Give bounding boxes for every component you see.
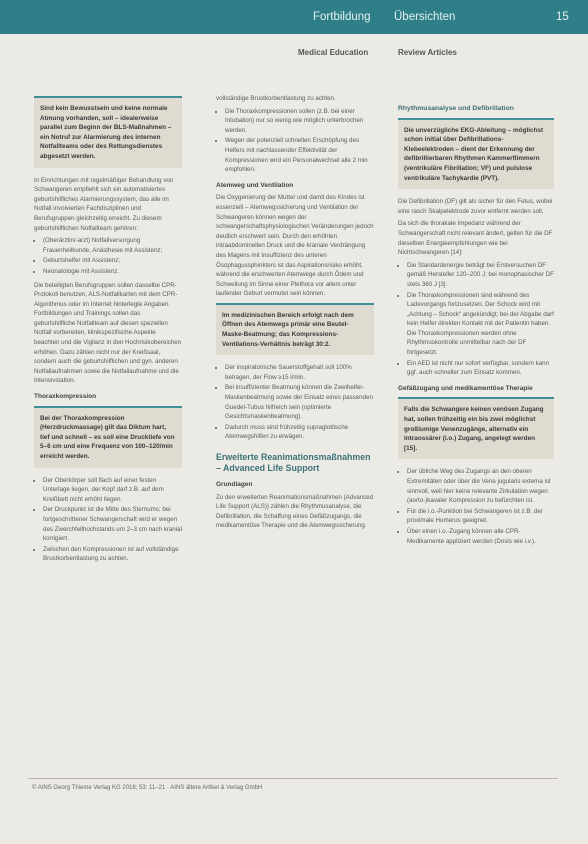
paragraph: Zu den erweiterten Reanimationsmaßnahmen (Advanced Life Support (ALS)) zählen die Rhythmusanalyse, die Defibrillation, die Schaffung eines Gefäßzugangs, die medikamentöse Therapie und die Atemwegssicherung. bbox=[216, 493, 374, 530]
list-item: • Geburtshelfer mit Assistenz; bbox=[43, 256, 182, 266]
section-label-review-articles: Review Articles bbox=[398, 48, 457, 57]
header-section-label: Fortbildung bbox=[313, 11, 371, 23]
highlight-box-breathing: Sind kein Bewusstsein und keine normale Atmung vorhanden, soll – idealerweise parallel zum Beginn der BLS-Maßnahmen – ein Notruf zur Alarmierung des internen Notfallteams oder des Rettungsdienstes abgesetzt werden. bbox=[34, 96, 182, 168]
list-item: • Der inspiratorische Sauerstoffgehalt soll 100% betragen, der Flow ≥15 l/min. bbox=[225, 363, 374, 382]
highlight-box-ekg: Die unverzügliche EKG-Ableitung – möglichst schon initial über Defibrillations-Klebeelektroden – dient der Erkennung der defibrillierbaren Rhythmen Kammerflimmern (ventrikuläre Fibrillation; VF) und pulslose ventrikuläre Tachykardie (PVT). bbox=[398, 118, 554, 190]
highlight-box-zugang: Falls die Schwangere keinen venösen Zugang hat, sollen frühzeitig ein bis zwei möglichst großlumige Venenzugänge, alternativ ein intraossärer (i.o.) Zugang, angelegt werden [15]. bbox=[398, 397, 554, 459]
paragraph: Da sich die thorakale Impedanz während der Schwangerschaft nicht relevant ändert, gelten für die DF dieselben Energieempfehlungen wie bei Nichtschwangeren [14]: bbox=[398, 220, 553, 257]
list-item: • Neonatologie mit Assistenz. bbox=[43, 267, 182, 277]
footer-copyright: © AINS Georg Thieme Verlag KG 2018; 53: 11–21 · AINS ältere Artikel & Verlag GmbH bbox=[32, 785, 263, 791]
list bbox=[216, 363, 374, 442]
list-item: • Der Oberkörper soll flach auf einer festen Unterlage liegen, der Kopf darf z.B. auf dem Kreißbett nicht erhöht liegen. bbox=[43, 476, 182, 505]
heading-rhythmusanalyse: Rhythmusanalyse und Defibrillation bbox=[398, 105, 514, 112]
column-2 bbox=[216, 94, 374, 534]
list bbox=[398, 261, 554, 378]
list-item: • Zwischen den Kompressionen ist auf vollständige Brustkorbentlastung zu achten. bbox=[43, 545, 182, 564]
section-label-medical-education: Medical Education bbox=[298, 48, 369, 57]
list-item: • (Oberärztin/-arzt) Notfallversorgung Frauenheilkunde, Anästhesie mit Assistenz; bbox=[43, 236, 182, 255]
paragraph: Die Oxygenierung der Mutter und damit des Kindes ist essenziell – Atemwegssicherung und Ventilation der Schwangeren können wegen der schwangerschaftsphysiologischen Veränderungen jedoch deutlich erschwert sein. Durch den erhöhten intraabdominellen Druck und die kraniale Verdrängung des Magens mit Insuffizienz des unteren Ösophagussphinkters ist das Aspirationsrisiko erhöht, während die erschwerten Atemwege durch Ödem und Schwellung im Sinne einer Plethora vor allem unter laufender Geburt vermutet sein können. bbox=[216, 194, 374, 298]
heading-grundlagen: Grundlagen bbox=[216, 481, 253, 488]
header-banner bbox=[0, 0, 588, 34]
list bbox=[34, 236, 182, 276]
highlight-box-compression: Bei der Thoraxkompression (Herzdruckmassage) gilt das Diktum hart, tief und schnell – es soll eine Drucktiefe von 5–6 cm und eine Frequenz von 100–120/min erreicht werden. bbox=[34, 406, 182, 468]
page-number: 15 bbox=[556, 11, 569, 23]
list bbox=[34, 476, 182, 564]
column-3 bbox=[398, 98, 554, 550]
paragraph: In Einrichtungen mit regelmäßiger Behandlung von Schwangeren empfiehlt sich ein automatisiertes geburtshilfliches Alarmierungssystem, das alle im Notfall involvierten Fachdisziplinen und Berufsgruppen gleichzeitig erreicht. Zu diesem geburtshilflichen Notfallteam gehören: bbox=[34, 176, 174, 232]
paragraph: Die Defibrillation (DF) gilt als sicher für den Fetus, wobei eine rasch Skalpelektrode zuvor entfernt werden soll. bbox=[398, 198, 553, 215]
list-item: • Die Thoraxkompressionen sollen (z.B. bei einer Intubation) nur so wenig wie möglich unterbrochen werden. bbox=[225, 107, 374, 136]
heading-atemweg: Atemweg und Ventilation bbox=[216, 181, 294, 189]
paragraph: Die beteiligten Berufsgruppen sollen dasselbe CPR-Protokoll benutzen, ALS-Notfallkarten mit dem CPR-Algorithmus oder im Internet hinterlegte Angaben. Fortbildungen und Trainings sollen das geburtshilfliche Notfallteam auf diesen speziellen Notfall vorbereiten, klinikspezifische Aspekte beachten und die Vigilanz in den Hochrisikobereichen erhöhen. Dazu zählen nicht nur der Kreißsaal, sondern auch die geburtshilflichen und gyn. anderen Notfallaufnahmen sowie die Notfallaufnahme und die Intensivstation. bbox=[34, 281, 182, 385]
list-item: • Für die i.o.-Punktion bei Schwangeren ist z.B. der proximale Humerus geeignet. bbox=[407, 507, 554, 526]
list-item: • Der übliche Weg des Zugangs an den oberen Extremitäten oder über die Vena jugularis externa ist sinnvoll, weil hier keine relevante Zirkulation wegen (aorto-)kavaler Kompression zu befürchten ist. bbox=[407, 467, 554, 505]
list-item: • Wegen der potenziell schnellen Erschöpfung des Helfers mit nachlassender Effektivität der Kompressionen wird ein Personalwechsel alle 2 min empfohlen. bbox=[225, 136, 374, 174]
list bbox=[216, 107, 374, 175]
list-item: • Der Druckpunkt ist die Mitte des Sternums; bei fortgeschrittener Schwangerschaft wird er wegen des Zwerchfellhochstands um 2–3 cm nach kranial korrigiert. bbox=[43, 505, 182, 543]
heading-thoraxkompression: Thoraxkompression bbox=[34, 393, 97, 401]
heading-gefaesszugang: Gefäßzugang und medikamentöse Therapie bbox=[398, 384, 533, 392]
list bbox=[398, 467, 554, 546]
list-item: • Ein AED ist nicht nur sofort verfügbar, sondern kann ggf. auch schneller zum Einsatz kommen. bbox=[407, 359, 554, 378]
list-item: • Dadurch muss sind frühzeitig supraglottische Atemwegshilfen zu erwägen. bbox=[225, 423, 374, 442]
heading-advanced-life-support: Erweiterte Reanimationsmaßnahmen – Advanced Life Support bbox=[216, 452, 371, 473]
list-item: • Die Standardenergie beträgt bei Erstversuchen DF gemäß Hersteller 120–200 J; bei monophasischer DF stets 360 J [3]. bbox=[407, 261, 554, 290]
list-item: • Über einen i.o.-Zugang können alle CPR-Medikamente appliziert werden (Dosis wie i.v.). bbox=[407, 527, 554, 546]
column-1 bbox=[34, 92, 182, 568]
list-item: • Bei insuffizienter Beatmung können die Zweihelfer-Maskenbeatmung sowie der Einsatz eines passenden Guedel-Tubus hilfreich sein (optimierte Gesichtsmaskenbeatmung). bbox=[225, 383, 374, 421]
footer-divider bbox=[28, 778, 558, 779]
header-category-label: Übersichten bbox=[394, 11, 456, 23]
paragraph: vollständige Brustkorbentlastung zu achten. bbox=[216, 95, 336, 102]
highlight-box-ventilation: Im medizinischen Bereich erfolgt nach dem Öffnen des Atemwegs primär eine Beutel-Maske-Beatmung; das Kompressions-Ventilations-Verhältnis beträgt 30:2. bbox=[216, 303, 374, 355]
list-item: • Die Thoraxkompressionen sind während des Ladevorgangs fortzusetzen. Der Schock wird mit „Achtung – Schock“ angekündigt; bei der Abgabe darf kein Helfer direkten Kontakt mit der Patientin haben. Die Thoraxkompressionen werden ohne Rhythmuskontrolle unmittelbar nach der DF fortgesetzt. bbox=[407, 291, 554, 358]
